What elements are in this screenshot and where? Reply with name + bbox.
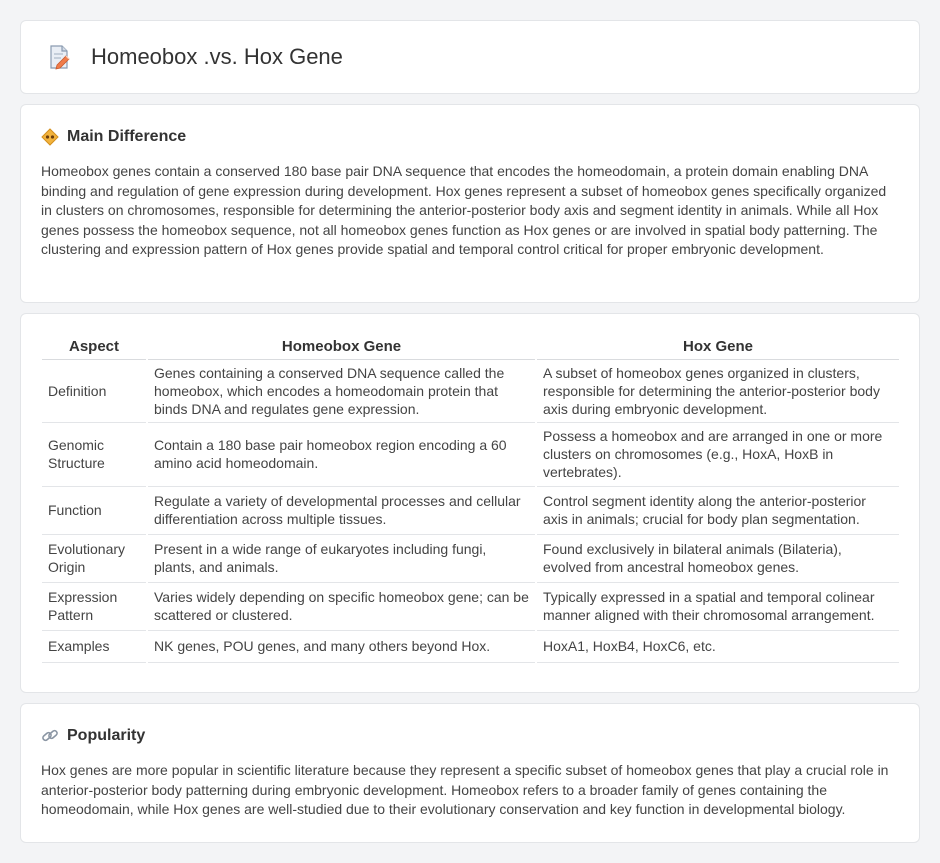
section-heading: Popularity: [67, 727, 146, 744]
homeobox-cell: Present in a wide range of eukaryotes including fungi, plants, and animals.: [147, 534, 536, 582]
title-card: [20, 20, 920, 94]
column-header: Aspect: [42, 335, 147, 359]
hox-cell: A subset of homeobox genes organized in clusters, responsible for determining the anterior-posterior body axis during embryonic development.: [536, 359, 899, 422]
table-row: [42, 359, 899, 422]
hox-cell: Control segment identity along the anterior-posterior axis in animals; crucial for body plan segmentation.: [536, 486, 899, 534]
homeobox-cell: Genes containing a conserved DNA sequence called the homeobox, which encodes a homeodomain protein that binds DNA and regulates gene expression.: [147, 359, 536, 422]
document-edit-icon: [45, 43, 73, 71]
aspect-cell: Function: [42, 486, 147, 534]
hox-cell: Possess a homeobox and are arranged in one or more clusters on chromosomes (e.g., HoxA, HoxB in vertebrates).: [536, 422, 899, 486]
main-difference-card: [20, 104, 920, 303]
popularity-text: Hox genes are more popular in scientific literature because they represent a specific subset of homeobox genes that play a crucial role in anterior-posterior body patterning during embryonic development. Homeobox refers to a broader family of genes containing the homeodomain, while Hox genes are well-studied due to their evolutionary conservation and key function in developmental biology.: [41, 762, 889, 817]
hox-cell: HoxA1, HoxB4, HoxC6, etc.: [536, 630, 899, 662]
diamond-icon: [41, 128, 59, 146]
aspect-cell: Examples: [42, 630, 147, 662]
comparison-table: [42, 335, 899, 663]
table-header-row: [42, 335, 899, 359]
homeobox-cell: Contain a 180 base pair homeobox region encoding a 60 amino acid homeodomain.: [147, 422, 536, 486]
main-difference-text: Homeobox genes contain a conserved 180 base pair DNA sequence that encodes the homeodomain, a protein domain enabling DNA binding and regulation of gene expression during development. Hox genes represent a subset of homeobox genes specifically organized in clusters on chromosomes, responsible for determining the anterior-posterior body axis and segment identity in animals. While all Hox genes possess the homeobox sequence, not all homeobox genes function as Hox genes or are involved in spatial body patterning. The clustering and expression pattern of Hox genes provide spatial and temporal control critical for proper embryonic development.: [41, 163, 887, 257]
aspect-cell: Evolutionary Origin: [42, 534, 147, 582]
table-row: [42, 486, 899, 534]
section-heading: Main Difference: [67, 128, 187, 145]
column-header: Hox Gene: [536, 335, 899, 359]
homeobox-cell: Varies widely depending on specific homeobox gene; can be scattered or clustered.: [147, 582, 536, 630]
page-title: Homeobox .vs. Hox Gene: [91, 44, 343, 69]
table-row: [42, 422, 899, 486]
column-header: Homeobox Gene: [147, 335, 536, 359]
aspect-cell: Expression Pattern: [42, 582, 147, 630]
table-row: [42, 630, 899, 662]
popularity-card: [20, 703, 920, 843]
hox-cell: Found exclusively in bilateral animals (Bilateria), evolved from ancestral homeobox genes.: [536, 534, 899, 582]
comparison-card: [20, 313, 920, 693]
homeobox-cell: Regulate a variety of developmental processes and cellular differentiation across multiple tissues.: [147, 486, 536, 534]
homeobox-cell: NK genes, POU genes, and many others beyond Hox.: [147, 630, 536, 662]
table-row: [42, 582, 899, 630]
table-row: [42, 534, 899, 582]
hox-cell: Typically expressed in a spatial and temporal colinear manner aligned with their chromosomal arrangement.: [536, 582, 899, 630]
aspect-cell: Definition: [42, 359, 147, 422]
aspect-cell: Genomic Structure: [42, 422, 147, 486]
link-icon: [41, 727, 59, 745]
